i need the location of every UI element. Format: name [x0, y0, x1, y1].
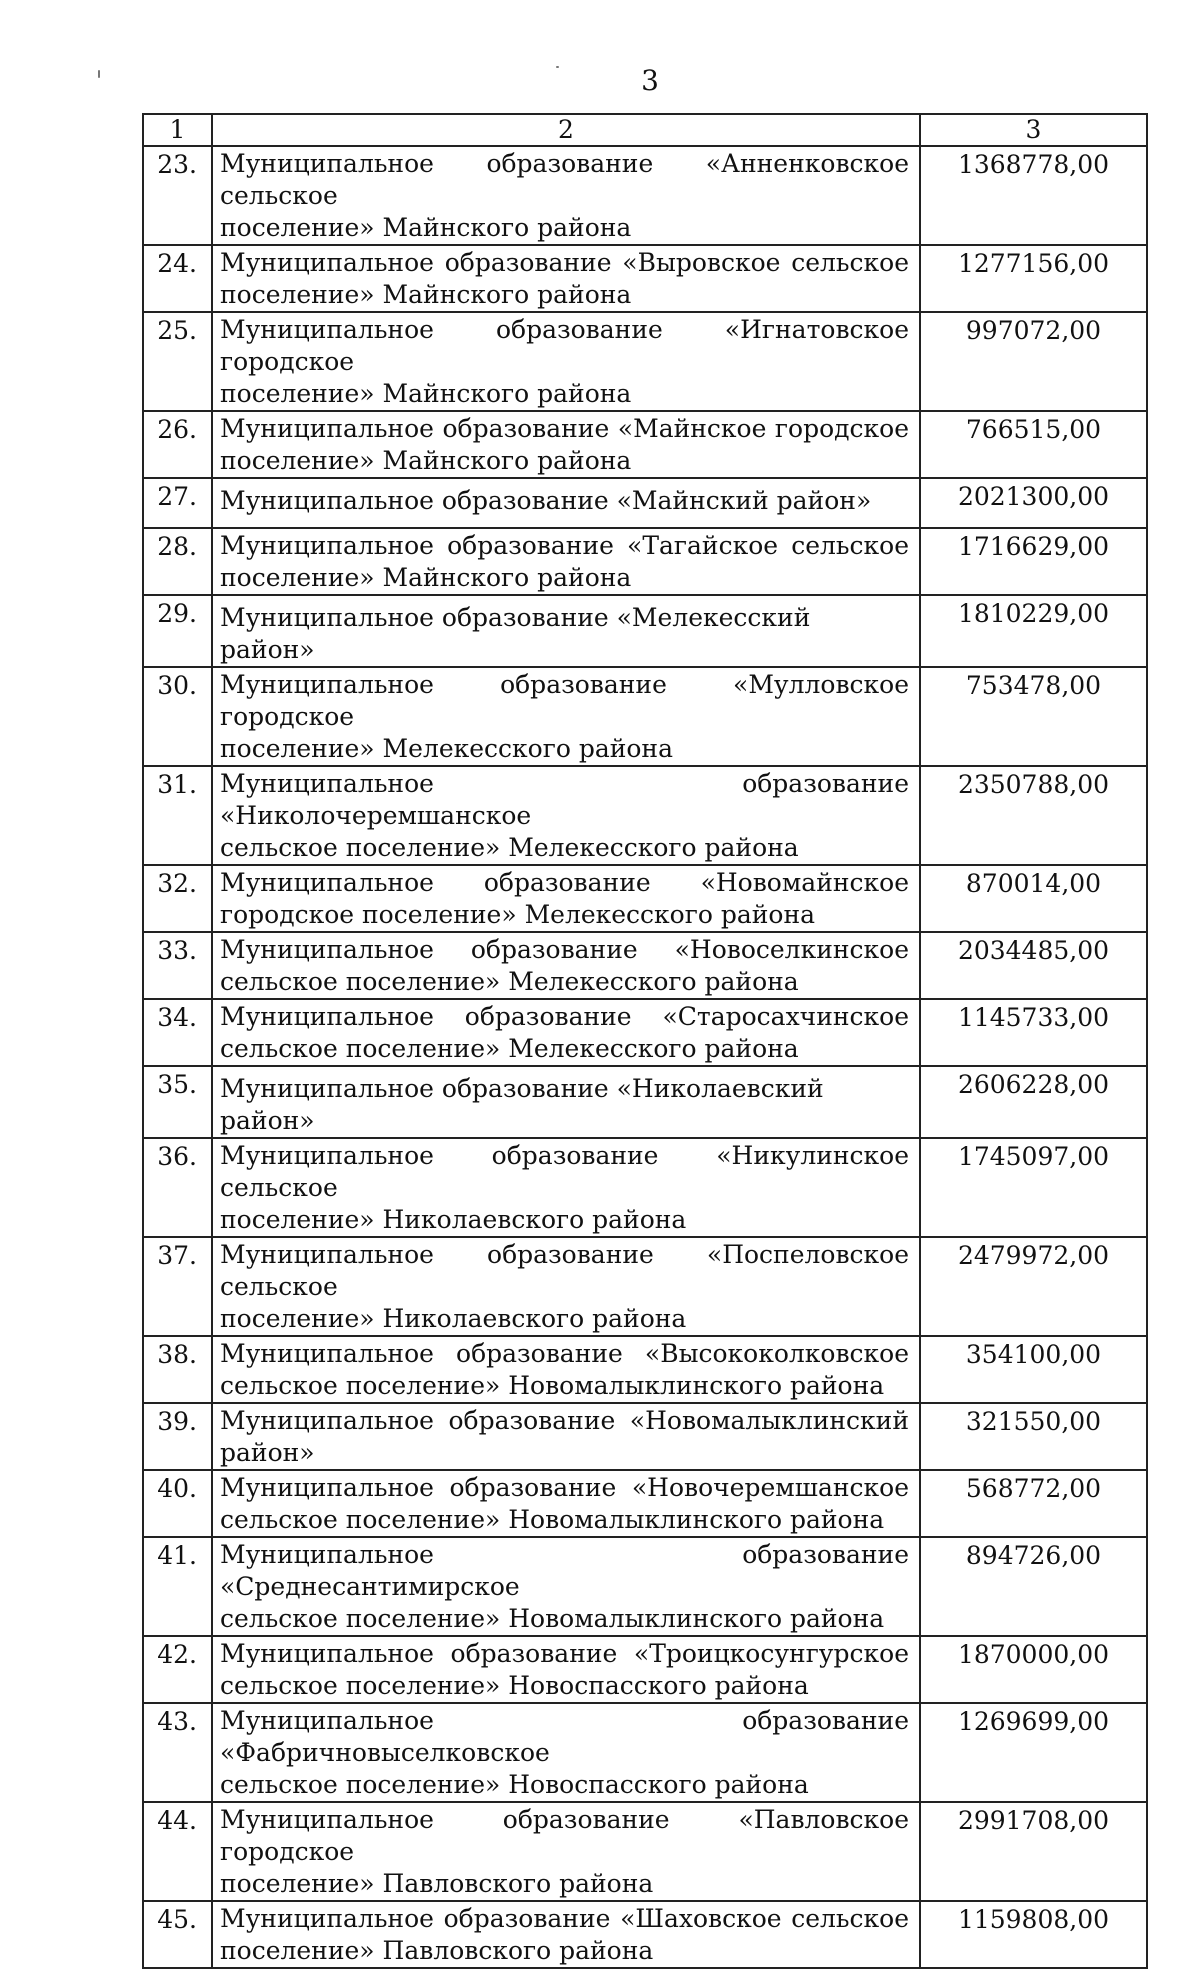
row-number: 26. — [157, 415, 197, 444]
entity-name-line-1: Муниципальное образование «Новомалыклинский — [220, 1406, 909, 1435]
column-header-2: 2 — [212, 114, 920, 146]
amount-cell: 2350788,00 — [920, 766, 1147, 865]
entity-name-line-1: Муниципальное образование «Николочеремшанское — [220, 769, 909, 830]
table-row — [143, 595, 1147, 667]
row-number: 40. — [157, 1474, 197, 1503]
entity-name-cell — [212, 766, 920, 865]
entity-name-line-2: поселение» Майнского района — [220, 379, 632, 408]
entity-name-line-1: Муниципальное образование «Фабричновыселковское — [220, 1706, 909, 1767]
row-number: 27. — [157, 482, 197, 511]
row-number: 43. — [157, 1707, 197, 1736]
row-number-cell — [143, 999, 212, 1066]
entity-name-line-1: Муниципальное образование «Мулловское городское — [220, 670, 909, 731]
entity-name-line-1: Муниципальное образование «Выровское сельское — [220, 248, 909, 277]
entity-name-cell — [212, 1138, 920, 1237]
entity-name-cell — [212, 146, 920, 245]
amount-cell: 1870000,00 — [920, 1636, 1147, 1703]
entity-name-cell — [212, 245, 920, 312]
amount-cell: 766515,00 — [920, 411, 1147, 478]
entity-name-cell — [212, 1636, 920, 1703]
entity-name-line-2: сельское поселение» Мелекесского района — [220, 833, 799, 862]
amount-cell: 1269699,00 — [920, 1703, 1147, 1802]
entity-name-cell — [212, 999, 920, 1066]
entity-name-line-1: Муниципальное образование «Новомайнское — [220, 868, 909, 897]
table-body — [143, 114, 1147, 1968]
row-number-cell — [143, 245, 212, 312]
entity-name-line-1: Муниципальное образование «Старосахчинское — [220, 1002, 909, 1031]
table-header-row — [143, 114, 1147, 146]
amount-cell: 894726,00 — [920, 1537, 1147, 1636]
entity-name-line-2: сельское поселение» Новоспасского района — [220, 1770, 809, 1799]
entity-name-line-1: Муниципальное образование «Николаевский район» — [220, 1074, 824, 1135]
entity-name-cell — [212, 1403, 920, 1470]
entity-name-line-1: Муниципальное образование «Тагайское сельское — [220, 531, 909, 560]
row-number-cell — [143, 478, 212, 528]
row-number-cell — [143, 1237, 212, 1336]
entity-name-line-1: Муниципальное образование «Среднесантимирское — [220, 1540, 909, 1601]
entity-name-cell — [212, 865, 920, 932]
entity-name-line-2: городское поселение» Мелекесского района — [220, 900, 816, 929]
table-row — [143, 1403, 1147, 1470]
table-row — [143, 1703, 1147, 1802]
entity-name-cell — [212, 312, 920, 411]
entity-name-cell — [212, 932, 920, 999]
table-row — [143, 411, 1147, 478]
table-row — [143, 528, 1147, 595]
row-number: 31. — [157, 770, 197, 799]
entity-name-line-2: поселение» Мелекесского района — [220, 734, 674, 763]
row-number-cell — [143, 932, 212, 999]
table-row — [143, 1237, 1147, 1336]
table-row — [143, 932, 1147, 999]
row-number: 45. — [157, 1905, 197, 1934]
amount-cell: 1745097,00 — [920, 1138, 1147, 1237]
entity-name-line-2: район» — [220, 1438, 315, 1467]
amount-cell: 753478,00 — [920, 667, 1147, 766]
table-row — [143, 1138, 1147, 1237]
entity-name-line-2: поселение» Майнского района — [220, 446, 632, 475]
entity-name-line-2: поселение» Николаевского района — [220, 1304, 687, 1333]
row-number-cell — [143, 1636, 212, 1703]
entity-name-cell — [212, 595, 920, 667]
row-number-cell — [143, 1336, 212, 1403]
entity-name-line-1: Муниципальное образование «Высококолковское — [220, 1339, 909, 1368]
entity-name-line-1: Муниципальное образование «Павловское городское — [220, 1805, 909, 1866]
entity-name-line-2: поселение» Павловского района — [220, 1936, 654, 1965]
row-number-cell — [143, 146, 212, 245]
entity-name-line-1: Муниципальное образование «Никулинское сельское — [220, 1141, 909, 1202]
amount-cell: 568772,00 — [920, 1470, 1147, 1537]
entity-name-cell — [212, 411, 920, 478]
entity-name-line-2: сельское поселение» Мелекесского района — [220, 1034, 799, 1063]
entity-name-line-1: Муниципальное образование «Анненковское сельское — [220, 149, 909, 210]
row-number: 42. — [157, 1640, 197, 1669]
row-number: 30. — [157, 671, 197, 700]
entity-name-line-2: сельское поселение» Новомалыклинского района — [220, 1604, 885, 1633]
amount-cell: 1277156,00 — [920, 245, 1147, 312]
table-row — [143, 1066, 1147, 1138]
row-number: 37. — [157, 1241, 197, 1270]
amount-cell: 1810229,00 — [920, 595, 1147, 667]
row-number: 32. — [157, 869, 197, 898]
entity-name-line-2: сельское поселение» Мелекесского района — [220, 967, 799, 996]
row-number-cell — [143, 1537, 212, 1636]
amount-cell: 2479972,00 — [920, 1237, 1147, 1336]
allocation-table — [142, 113, 1148, 1969]
row-number: 39. — [157, 1407, 197, 1436]
table-row — [143, 312, 1147, 411]
entity-name-line-2: сельское поселение» Новомалыклинского района — [220, 1371, 885, 1400]
entity-name-cell — [212, 1066, 920, 1138]
amount-cell: 2606228,00 — [920, 1066, 1147, 1138]
row-number-cell — [143, 766, 212, 865]
amount-cell: 2034485,00 — [920, 932, 1147, 999]
row-number-cell — [143, 865, 212, 932]
row-number: 33. — [157, 936, 197, 965]
amount-cell: 997072,00 — [920, 312, 1147, 411]
amount-cell: 870014,00 — [920, 865, 1147, 932]
column-header-1: 1 — [143, 114, 212, 146]
table-row — [143, 1470, 1147, 1537]
entity-name-cell — [212, 528, 920, 595]
row-number-cell — [143, 1138, 212, 1237]
row-number: 41. — [157, 1541, 197, 1570]
entity-name-line-1: Муниципальное образование «Майнский район» — [220, 486, 872, 515]
row-number-cell — [143, 1066, 212, 1138]
entity-name-cell — [212, 1470, 920, 1537]
column-header-3: 3 — [920, 114, 1147, 146]
amount-cell: 1368778,00 — [920, 146, 1147, 245]
entity-name-line-2: поселение» Майнского района — [220, 280, 632, 309]
row-number-cell — [143, 1703, 212, 1802]
entity-name-line-1: Муниципальное образование «Поспеловское сельское — [220, 1240, 909, 1301]
entity-name-line-1: Муниципальное образование «Майнское городское — [220, 414, 909, 443]
amount-cell: 2991708,00 — [920, 1802, 1147, 1901]
amount-cell: 1159808,00 — [920, 1901, 1147, 1968]
entity-name-line-1: Муниципальное образование «Игнатовское городское — [220, 315, 909, 376]
row-number-cell — [143, 1403, 212, 1470]
entity-name-cell — [212, 1901, 920, 1968]
entity-name-line-2: сельское поселение» Новоспасского района — [220, 1671, 809, 1700]
row-number: 25. — [157, 316, 197, 345]
table-row — [143, 1537, 1147, 1636]
table-row — [143, 1802, 1147, 1901]
entity-name-line-1: Муниципальное образование «Новоселкинское — [220, 935, 909, 964]
table-row — [143, 865, 1147, 932]
table-row — [143, 667, 1147, 766]
row-number: 24. — [157, 249, 197, 278]
table-row — [143, 766, 1147, 865]
row-number-cell — [143, 1901, 212, 1968]
entity-name-cell — [212, 1703, 920, 1802]
row-number: 34. — [157, 1003, 197, 1032]
entity-name-cell — [212, 1802, 920, 1901]
entity-name-line-2: поселение» Николаевского района — [220, 1205, 687, 1234]
entity-name-line-2: сельское поселение» Новомалыклинского района — [220, 1505, 885, 1534]
entity-name-line-1: Муниципальное образование «Шаховское сельское — [220, 1904, 909, 1933]
amount-cell: 354100,00 — [920, 1336, 1147, 1403]
amount-cell: 2021300,00 — [920, 478, 1147, 528]
row-number: 28. — [157, 532, 197, 561]
table-row — [143, 146, 1147, 245]
entity-name-cell — [212, 1537, 920, 1636]
table-row — [143, 1901, 1147, 1968]
table-row — [143, 478, 1147, 528]
row-number: 36. — [157, 1142, 197, 1171]
row-number-cell — [143, 312, 212, 411]
row-number-cell — [143, 667, 212, 766]
page-number: 3 — [641, 64, 659, 97]
table-row — [143, 1636, 1147, 1703]
entity-name-line-2: поселение» Павловского района — [220, 1869, 654, 1898]
entity-name-line-1: Муниципальное образование «Мелекесский район» — [220, 603, 811, 664]
entity-name-line-1: Муниципальное образование «Троицкосунгурское — [220, 1639, 909, 1668]
amount-cell: 1145733,00 — [920, 999, 1147, 1066]
row-number-cell — [143, 528, 212, 595]
row-number-cell — [143, 411, 212, 478]
table-row — [143, 999, 1147, 1066]
entity-name-cell — [212, 667, 920, 766]
row-number-cell — [143, 1470, 212, 1537]
row-number: 29. — [157, 599, 197, 628]
table-row — [143, 245, 1147, 312]
amount-cell: 321550,00 — [920, 1403, 1147, 1470]
amount-cell: 1716629,00 — [920, 528, 1147, 595]
row-number: 23. — [157, 150, 197, 179]
table-row — [143, 1336, 1147, 1403]
entity-name-line-2: поселение» Майнского района — [220, 213, 632, 242]
row-number-cell — [143, 595, 212, 667]
row-number: 38. — [157, 1340, 197, 1369]
row-number: 44. — [157, 1806, 197, 1835]
entity-name-line-2: поселение» Майнского района — [220, 563, 632, 592]
row-number-cell — [143, 1802, 212, 1901]
entity-name-line-1: Муниципальное образование «Новочеремшанское — [220, 1473, 909, 1502]
entity-name-cell — [212, 1237, 920, 1336]
entity-name-cell — [212, 1336, 920, 1403]
entity-name-cell — [212, 478, 920, 528]
row-number: 35. — [157, 1070, 197, 1099]
